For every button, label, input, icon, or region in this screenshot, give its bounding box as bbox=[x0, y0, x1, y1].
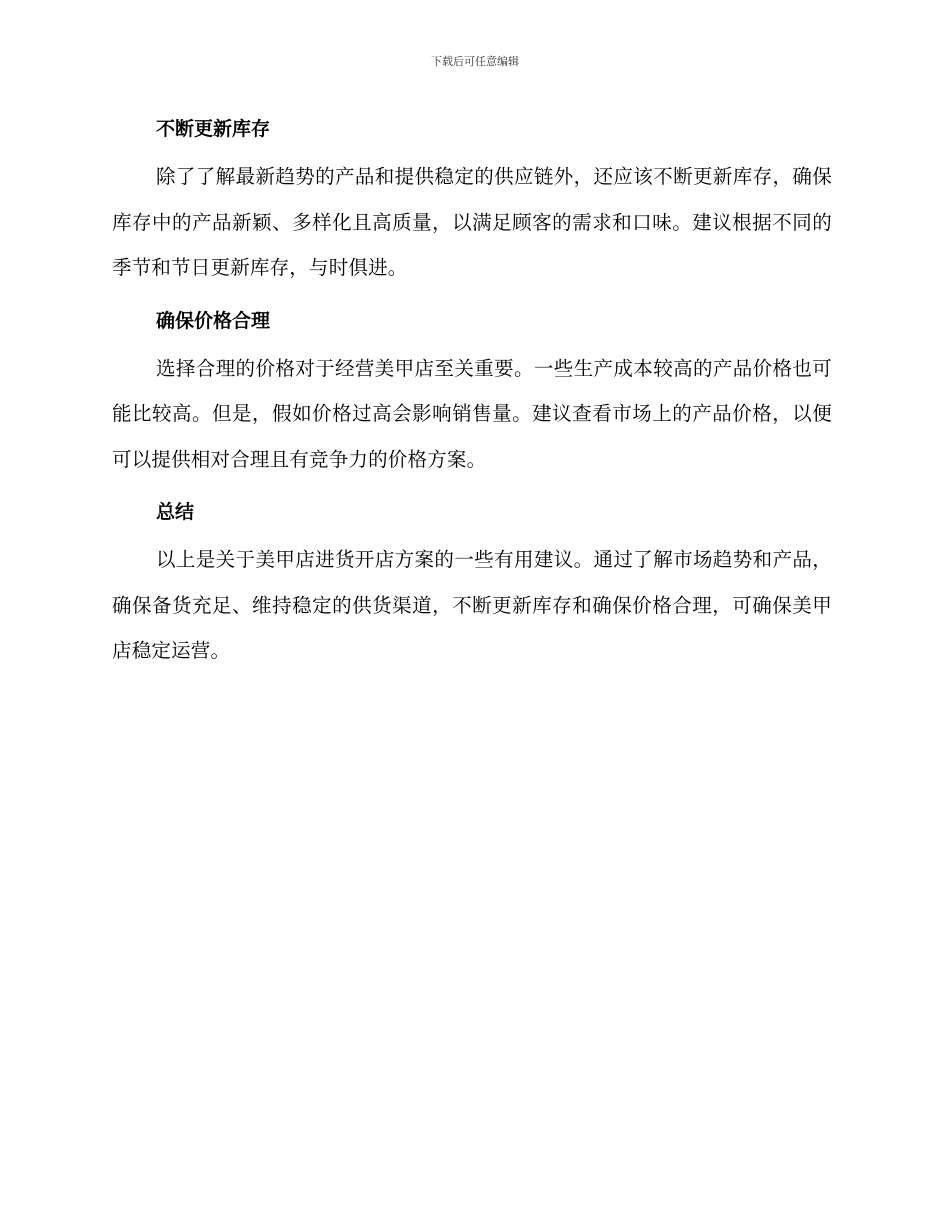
page-header: 下载后可任意编辑 bbox=[431, 55, 519, 68]
section-paragraph: 以上是关于美甲店进货开店方案的一些有用建议。通过了解市场趋势和产品，确保备货充足、维持稳定的供货渠道，不断更新库存和确保价格合理，可确保美甲店稳定运营。 bbox=[112, 548, 832, 662]
section-update-inventory bbox=[112, 108, 832, 291]
document-body bbox=[112, 108, 832, 683]
section-summary bbox=[112, 491, 832, 674]
section-reasonable-price bbox=[112, 300, 832, 483]
section-heading: 确保价格合理 bbox=[156, 309, 271, 332]
section-paragraph: 选择合理的价格对于经营美甲店至关重要。一些生产成本较高的产品价格也可能比较高。但是，假如价格过高会影响销售量。建议查看市场上的产品价格，以便可以提供相对合理且有竞争力的价格方案。 bbox=[112, 356, 832, 471]
section-paragraph: 除了了解最新趋势的产品和提供稳定的供应链外，还应该不断更新库存，确保库存中的产品新颖、多样化且高质量，以满足顾客的需求和口味。建议根据不同的季节和节日更新库存，与时俱进。 bbox=[112, 165, 832, 279]
section-heading: 不断更新库存 bbox=[156, 118, 271, 140]
section-heading: 总结 bbox=[156, 501, 195, 523]
